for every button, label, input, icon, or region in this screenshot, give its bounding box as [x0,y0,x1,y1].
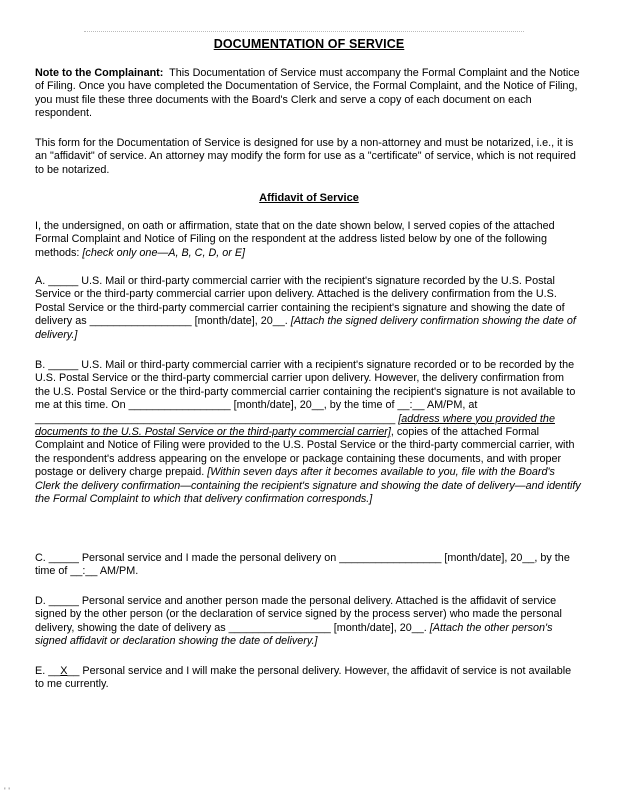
intro-text: I, the undersigned, on oath or affirmation, state that on the date shown below, I served copies of the attached Formal Complaint and Notice of Filing on the respondent at the address listed below by one of the following methods: [35,220,555,259]
intro-instruction: [check only one—A, B, C, D, or E] [82,246,246,259]
option-d [35,595,581,649]
option-e-text: __ Personal service and I will make the personal delivery. However, the affidavit of service is not available to me currently. [35,665,572,691]
option-e-checkmark: X [60,665,68,677]
option-b [35,359,581,506]
option-b-text-2: , copies of the attached Formal Complaint and Notice of Filing were provided to the U.S. Postal Service or the third-party commercial carrier, with the respondent's address appearing on the envelope or package containing these documents, and with proper postage or delivery charge prepaid. [35,426,575,479]
note-paragraph [35,67,581,121]
option-b-address-instruction: [address where you provided the documents to the U.S. Postal Service or the third-party commercial carrier] [35,412,555,439]
option-c-text: C. _____ Personal service and I made the personal delivery on _________________ [month/date], 20__, by the time of __:__ AM/PM. [35,552,570,578]
option-b-text-1: B. _____ U.S. Mail or third-party commercial carrier with a recipient's signature recorded or to be recorded by the U.S. Postal Service or the third-party commercial carrier upon delivery. However, the delivery confirmation from the U.S. Postal Service or the third-party commercial carrier containing the recipient's signature is not available to me at this time. On _________________ [month/date], 20__, by the time of __:__ AM/PM, at [35,359,576,412]
note-text: This Documentation of Service must accompany the Formal Complaint and the Notice of Filing. Once you have completed the Documentation of Service, the Formal Complaint, and the Notice of Filing, you must file these three documents with the Board's Clerk and serve a copy of each document on each respondent. [35,67,580,120]
footer-scan-mark: ' ' [4,786,10,796]
option-a [35,275,581,342]
affidavit-subtitle: Affidavit of Service [259,192,359,204]
intro-paragraph [35,220,581,260]
option-b-instruction: [Within seven days after it becomes available to you, file with the Board's Clerk the delivery confirmation—containing the recipient's signature and showing the date of delivery—and identify the Formal Complaint to which that delivery confirmation corresponds.] [35,466,581,506]
header-divider [84,31,524,32]
option-e [35,665,581,692]
form-note-paragraph [35,137,581,177]
option-b-address-blank: ____________________________________________________________ [35,412,396,425]
option-a-text: A. _____ U.S. Mail or third-party commercial carrier with the recipient's signature recorded by the U.S. Postal Service or the third-party commercial carrier upon delivery. Attached is the delivery confirmation from the U.S. Postal Service or the third-party commercial carrier containing the recipient's signature and showing the date of delivery as _________________ [month/date], 20__. [35,275,565,328]
note-label: Note to the Complainant: [35,67,164,79]
option-c [35,552,581,579]
page-title: DOCUMENTATION OF SERVICE [213,37,405,51]
option-a-instruction: [Attach the signed delivery confirmation showing the date of delivery.] [35,315,576,341]
option-d-text: D. _____ Personal service and another person made the personal delivery. Attached is the affidavit of service signed by the other person (or the declaration of service signed by the process server) who made the personal delivery, showing the date of delivery as _________________ [month/date], 20__. [35,595,562,634]
option-d-instruction: [Attach the other person's signed affidavit or declaration showing the date of delivery.] [35,621,553,648]
form-note-text: This form for the Documentation of Service is designed for use by a non-attorney and must be notarized, i.e., it is an "affidavit" of service. An attorney may modify the form for use as a "certificate" of service, which is not required to be notarized. [35,137,576,176]
option-e-prefix: E. __ [35,665,61,677]
